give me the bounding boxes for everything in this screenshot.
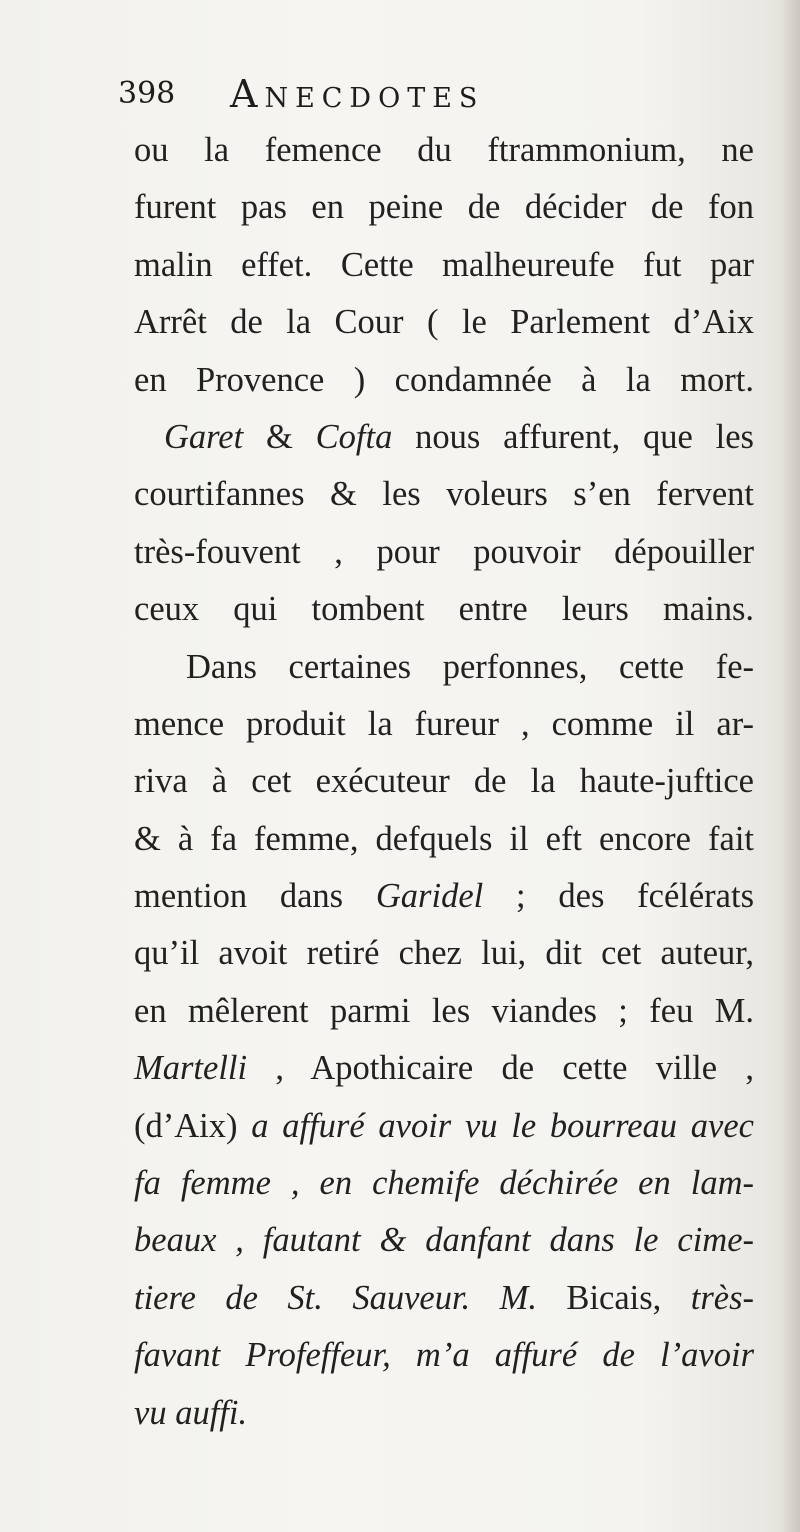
text-line [134, 753, 754, 810]
text-line [134, 696, 754, 753]
text-line [134, 1385, 754, 1442]
text-line [134, 983, 754, 1040]
text-segment: en Provence ) condamnée à la mort. [134, 360, 754, 399]
text-segment: Garidel [375, 877, 484, 916]
text-line [134, 1270, 754, 1327]
text-segment: tiere de St. Sauveur. M. [134, 1278, 537, 1317]
running-title: Anecdotes [230, 72, 485, 116]
text-line [134, 122, 754, 179]
text-line [134, 1212, 754, 1269]
text-line [134, 409, 754, 466]
text-segment: & à fa femme, defquels il eft encore fait [134, 819, 754, 858]
text-segment: ou la femence du ftrammonium, ne [134, 131, 754, 169]
text-segment: qu’il avoit retiré chez lui, dit cet auteur, [134, 934, 754, 973]
text-segment: ; des fcélérats [483, 877, 754, 916]
text-line [134, 1155, 754, 1212]
text-line [134, 868, 754, 925]
text-segment: favant Profeffeur, m’a affuré de l’avoir [134, 1336, 754, 1375]
text-segment: Cofta [315, 417, 393, 456]
text-line [134, 1327, 754, 1384]
text-segment: très-fouvent , pour pouvoir dépouiller [134, 532, 754, 571]
text-segment: Martelli [134, 1049, 248, 1088]
text-line [134, 1040, 754, 1097]
text-segment: Dans certaines perfonnes, cette fe- [186, 647, 754, 686]
text-line [134, 294, 754, 351]
text-segment: mention dans [134, 877, 376, 916]
text-segment: courtifannes & les voleurs s’en fervent [134, 475, 754, 514]
text-line [134, 179, 754, 236]
text-line [134, 581, 754, 638]
body-text [134, 122, 754, 1442]
text-segment: Arrêt de la Cour ( le Parlement d’Aix [134, 303, 754, 342]
text-line [134, 639, 754, 696]
text-segment: & [243, 417, 316, 456]
text-segment: Bicais, [536, 1278, 691, 1317]
page-number: 398 [118, 76, 176, 111]
text-segment: furent pas en peine de décider de fon [134, 188, 754, 227]
text-line [134, 1098, 754, 1155]
text-segment: en mêlerent parmi les viandes ; feu M. [134, 991, 754, 1030]
text-segment: Garet [164, 417, 244, 456]
text-line [134, 352, 754, 409]
text-segment: vu auffi. [134, 1393, 248, 1432]
text-segment: ceux qui tombent entre leurs mains. [134, 590, 754, 629]
page-edge-shadow [782, 0, 800, 1532]
text-segment: malin effet. Cette malheureufe fut par [134, 245, 754, 284]
text-line [134, 237, 754, 294]
text-segment: riva à cet exécuteur de la haute-juftice [134, 762, 754, 801]
text-line [134, 466, 754, 523]
text-segment: , Apothicaire de cette ville , [247, 1049, 754, 1088]
text-line [134, 811, 754, 868]
text-segment: a affuré avoir vu le bourreau avec [251, 1106, 754, 1145]
text-segment: beaux , fautant & danfant dans le cime- [134, 1221, 754, 1260]
text-segment: mence produit la fureur , comme il ar- [134, 704, 754, 743]
text-segment: très- [690, 1278, 754, 1317]
text-segment: fa femme , en chemife déchirée en lam- [134, 1164, 754, 1203]
text-line [134, 925, 754, 982]
text-segment: nous affurent, que les [392, 417, 754, 456]
text-line [134, 524, 754, 581]
page-header [118, 72, 638, 122]
text-segment: (d’Aix) [134, 1106, 252, 1145]
